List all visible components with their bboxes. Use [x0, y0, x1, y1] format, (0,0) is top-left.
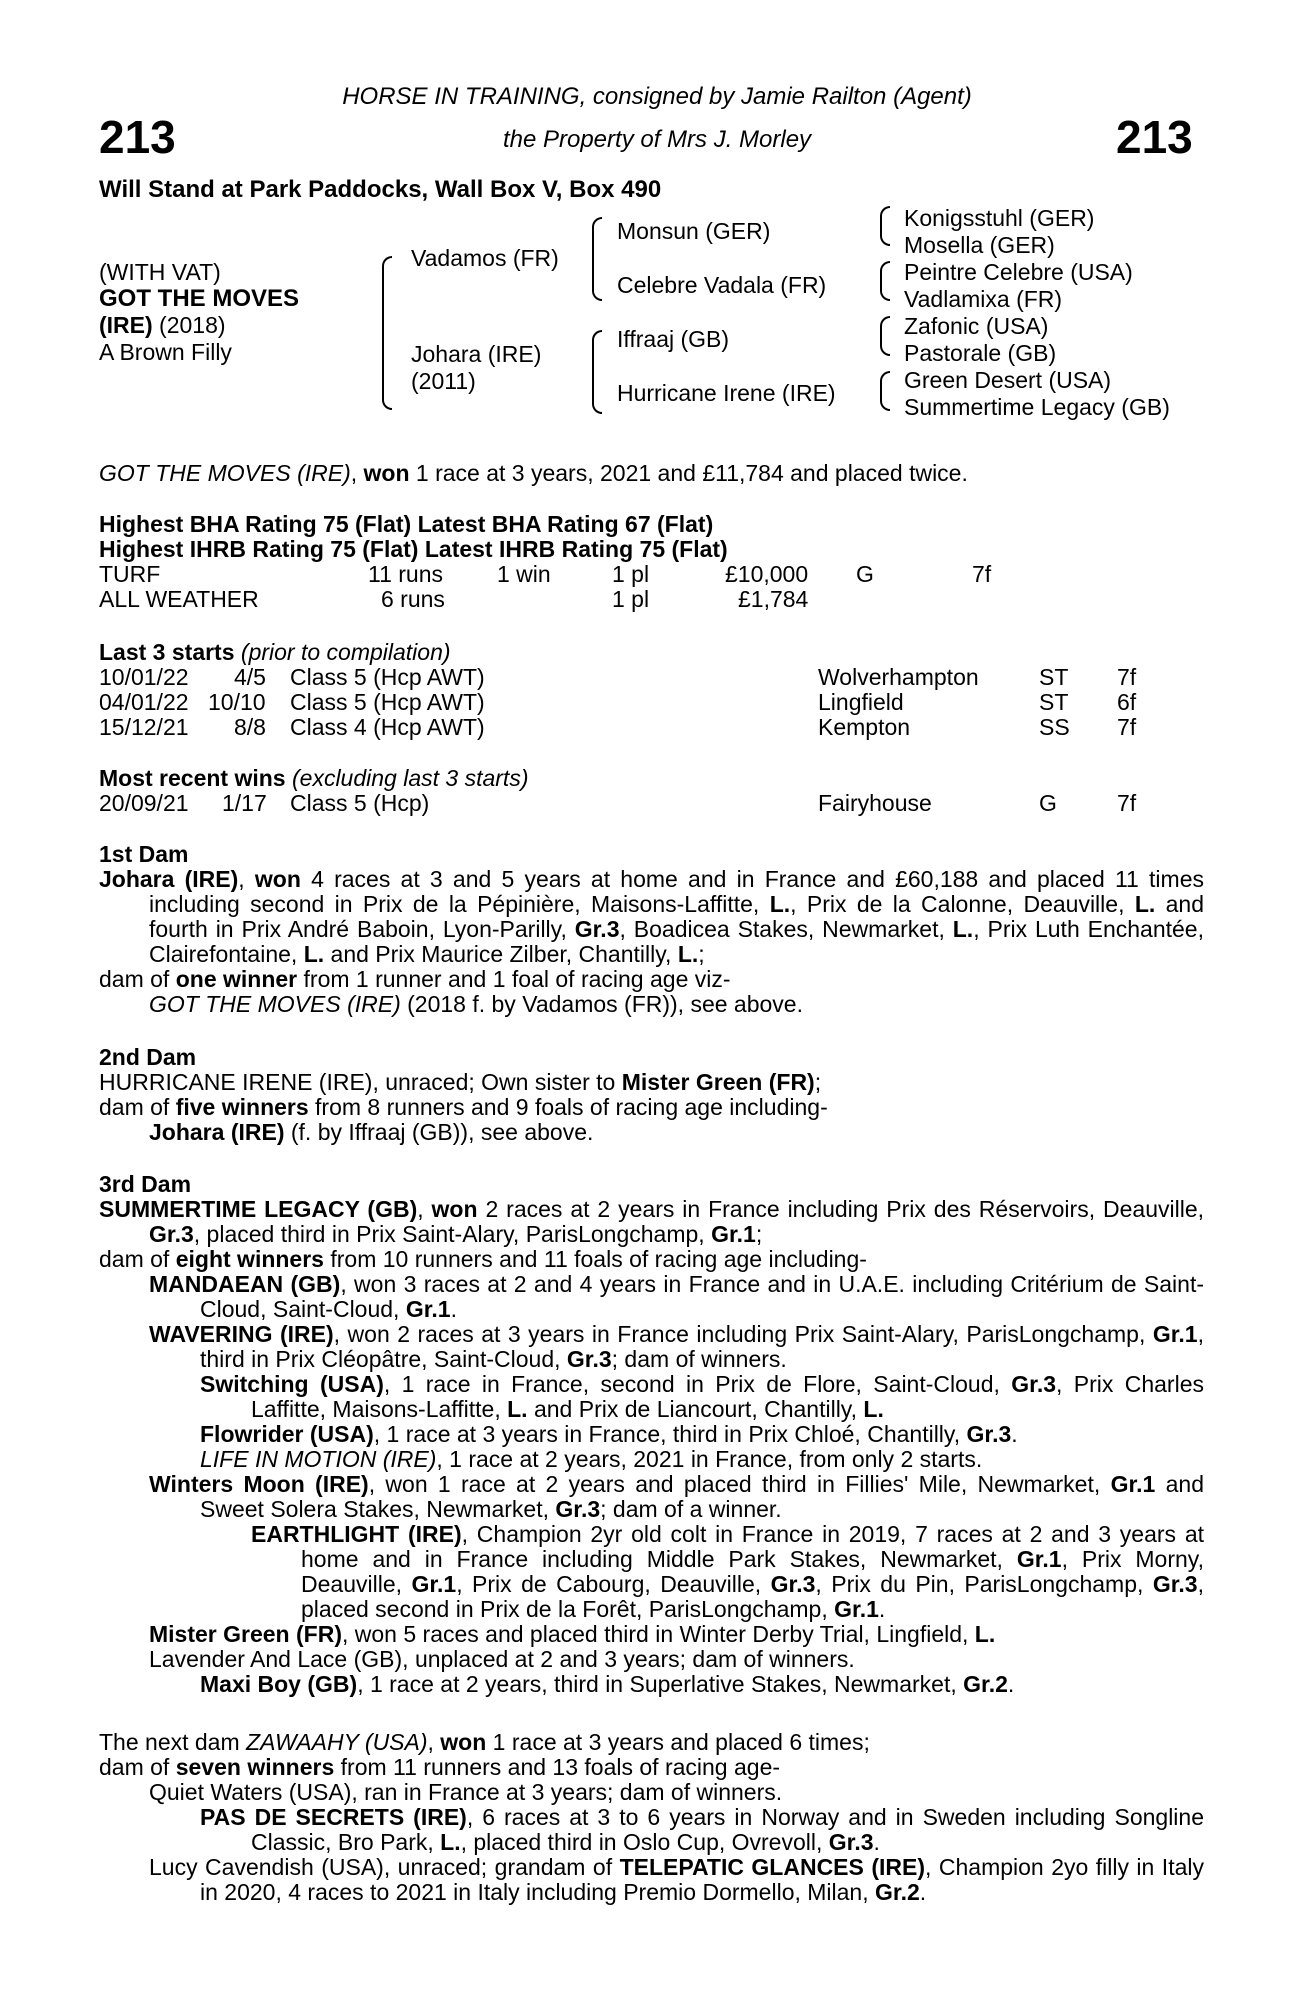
- third-dam-produce: dam of eight winners from 10 runners and 11 foals of racing age including-: [99, 1246, 867, 1272]
- vat-note: (WITH VAT): [99, 259, 221, 285]
- pedigree-g3: Peintre Celebre (USA): [904, 259, 1133, 285]
- progeny-winters-moon: Winters Moon (IRE), won 1 race at 2 years and placed third in Fillies' Mile, Newmarket, Gr.1 and Sweet Solera Stakes, Newmarket, Gr.3; dam of a winner.: [149, 1471, 1205, 1522]
- pedigree-dam-sire: Iffraaj (GB): [617, 326, 730, 352]
- next-dam-section: [99, 1730, 1204, 1905]
- pedigree-g7: Green Desert (USA): [904, 367, 1112, 393]
- first-dam-section: [99, 842, 1204, 1017]
- pedigree-g4: Vadlamixa (FR): [904, 286, 1063, 312]
- pedigree-sire-sire: Monsun (GER): [617, 218, 771, 244]
- pedigree-dam-dam: Hurricane Irene (IRE): [617, 380, 836, 406]
- second-dam-text: HURRICANE IRENE (IRE), unraced; Own sister to Mister Green (FR);: [99, 1069, 822, 1095]
- pedigree-g8: Summertime Legacy (GB): [904, 394, 1170, 420]
- pedigree-sire-dam: Celebre Vadala (FR): [617, 272, 827, 298]
- progeny-switching: Switching (USA), 1 race in France, second in Prix de Flore, Saint-Cloud, Gr.3, Prix Charles Laffitte, Maisons-Laffitte, L. and Prix de Liancourt, Chantilly, L.: [200, 1371, 1204, 1422]
- horse-name: GOT THE MOVES: [99, 285, 300, 312]
- consignor-line: HORSE IN TRAINING, consigned by Jamie Railton (Agent): [342, 83, 972, 110]
- pedigree-g6: Pastorale (GB): [904, 340, 1057, 366]
- progeny-quiet-waters: Quiet Waters (USA), ran in France at 3 years; dam of winners.: [149, 1779, 783, 1805]
- last-starts-heading: Last 3 starts (prior to compilation): [99, 639, 451, 665]
- pedigree-brace-main: [382, 256, 392, 410]
- progeny-lucy-cavendish: Lucy Cavendish (USA), unraced; grandam of TELEPATIC GLANCES (IRE), Champion 2yo filly in Italy in 2020, 4 races to 2021 in Italy including Premio Dormello, Milan, Gr.2.: [149, 1854, 1204, 1905]
- second-dam-section: [99, 1045, 1204, 1145]
- progeny-mandaean: MANDAEAN (GB), won 3 races at 2 and 4 years in France and in U.A.E. including Critérium de Saint-Cloud, Saint-Cloud, Gr.1.: [149, 1271, 1204, 1322]
- pedigree-dam: Johara (IRE): [411, 341, 542, 367]
- pedigree-brace-g34: [880, 261, 890, 301]
- pedigree-brace-g12: [880, 206, 890, 246]
- next-dam-text: The next dam ZAWAAHY (USA), won 1 race at 3 years and placed 6 times;: [99, 1729, 870, 1755]
- pedigree-brace-g56: [880, 316, 890, 356]
- first-dam-produce: dam of one winner from 1 runner and 1 foal of racing age viz-: [99, 966, 731, 992]
- next-dam-produce: dam of seven winners from 11 runners and 13 foals of racing age-: [99, 1754, 781, 1780]
- pedigree-g2: Mosella (GER): [904, 232, 1055, 258]
- pedigree-g1: Konigsstuhl (GER): [904, 205, 1095, 231]
- progeny-wavering: WAVERING (IRE), won 2 races at 3 years in France including Prix Saint-Alary, ParisLongchamp, Gr.1, third in Prix Cléopâtre, Saint-Cloud, Gr.3; dam of winners.: [149, 1321, 1204, 1372]
- bha-rating: Highest BHA Rating 75 (Flat) Latest BHA Rating 67 (Flat): [99, 511, 714, 537]
- progeny-pas-de-secrets: PAS DE SECRETS (IRE), 6 races at 3 to 6 years in Norway and in Sweden including Songline Classic, Bro Park, L., placed third in Oslo Cup, Ovrevoll, Gr.3.: [200, 1804, 1204, 1855]
- pedigree-brace-dam: [592, 330, 602, 414]
- first-dam-text: Johara (IRE), won 4 races at 3 and 5 years at home and in France and £60,188 and placed 11 times including second in Prix de la Pépinière, Maisons-Laffitte, L., Prix de la Calonne, Deauville, L. and fourth in Prix André Baboin, Lyon-Parilly, Gr.3, Boadicea Stakes, Newmarket, L., Prix Luth Enchantée, Clairefontaine, L. and Prix Maurice Zilber, Chantilly, L.;: [99, 866, 1205, 967]
- lot-number-left: 213: [99, 111, 176, 163]
- progeny-mister-green: Mister Green (FR), won 5 races and placed third in Winter Derby Trial, Lingfield, L.: [149, 1621, 996, 1647]
- ihrb-rating: Highest IHRB Rating 75 (Flat) Latest IHRB Rating 75 (Flat): [99, 536, 728, 562]
- third-dam-section: [99, 1172, 1204, 1697]
- third-dam-title: 3rd Dam: [99, 1171, 192, 1197]
- third-dam-text: SUMMERTIME LEGACY (GB), won 2 races at 2 years in France including Prix des Réservoirs, Deauville, Gr.3, placed third in Prix Saint-Alary, ParisLongchamp, Gr.1;: [99, 1196, 1205, 1247]
- progeny-lavender: Lavender And Lace (GB), unplaced at 2 and 3 years; dam of winners.: [149, 1646, 855, 1672]
- pedigree-sire: Vadamos (FR): [411, 245, 559, 271]
- pedigree-brace-g78: [880, 371, 890, 411]
- recent-wins-heading: Most recent wins (excluding last 3 starts): [99, 765, 529, 791]
- lot-number-right: 213: [1116, 111, 1193, 163]
- second-dam-progeny: Johara (IRE) (f. by Iffraaj (GB)), see above.: [149, 1119, 594, 1145]
- progeny-maxi-boy: Maxi Boy (GB), 1 race at 2 years, third in Superlative Stakes, Newmarket, Gr.2.: [200, 1671, 1015, 1697]
- pedigree-brace-sire: [592, 217, 602, 301]
- property-line: the Property of Mrs J. Morley: [502, 126, 812, 153]
- progeny-life-in-motion: LIFE IN MOTION (IRE), 1 race at 2 years, 2021 in France, from only 2 starts.: [200, 1446, 983, 1472]
- progeny-earthlight: EARTHLIGHT (IRE), Champion 2yr old colt in France in 2019, 7 races at 2 and 3 years at home and in France including Middle Park Stakes, Newmarket, Gr.1, Prix Morny, Deauville, Gr.1, Prix de Cabourg, Deauville, Gr.3, Prix du Pin, ParisLongchamp, Gr.3, placed second in Prix de la Forêt, ParisLongchamp, Gr.1.: [251, 1521, 1204, 1622]
- pedigree-dam-year: (2011): [411, 368, 476, 394]
- pedigree-g5: Zafonic (USA): [904, 313, 1049, 339]
- horse-description: A Brown Filly: [99, 339, 232, 365]
- second-dam-title: 2nd Dam: [99, 1044, 197, 1070]
- first-dam-title: 1st Dam: [99, 841, 189, 867]
- first-dam-progeny: GOT THE MOVES (IRE) (2018 f. by Vadamos (FR)), see above.: [149, 991, 803, 1017]
- second-dam-produce: dam of five winners from 8 runners and 9 foals of racing age including-: [99, 1094, 828, 1120]
- progeny-flowrider: Flowrider (USA), 1 race at 3 years in France, third in Prix Chloé, Chantilly, Gr.3.: [200, 1421, 1018, 1447]
- horse-origin-year: (IRE) (2018): [99, 312, 226, 338]
- stand-location: Will Stand at Park Paddocks, Wall Box V, Box 490: [99, 176, 662, 203]
- race-summary: GOT THE MOVES (IRE), won 1 race at 3 years, 2021 and £11,784 and placed twice.: [99, 460, 968, 486]
